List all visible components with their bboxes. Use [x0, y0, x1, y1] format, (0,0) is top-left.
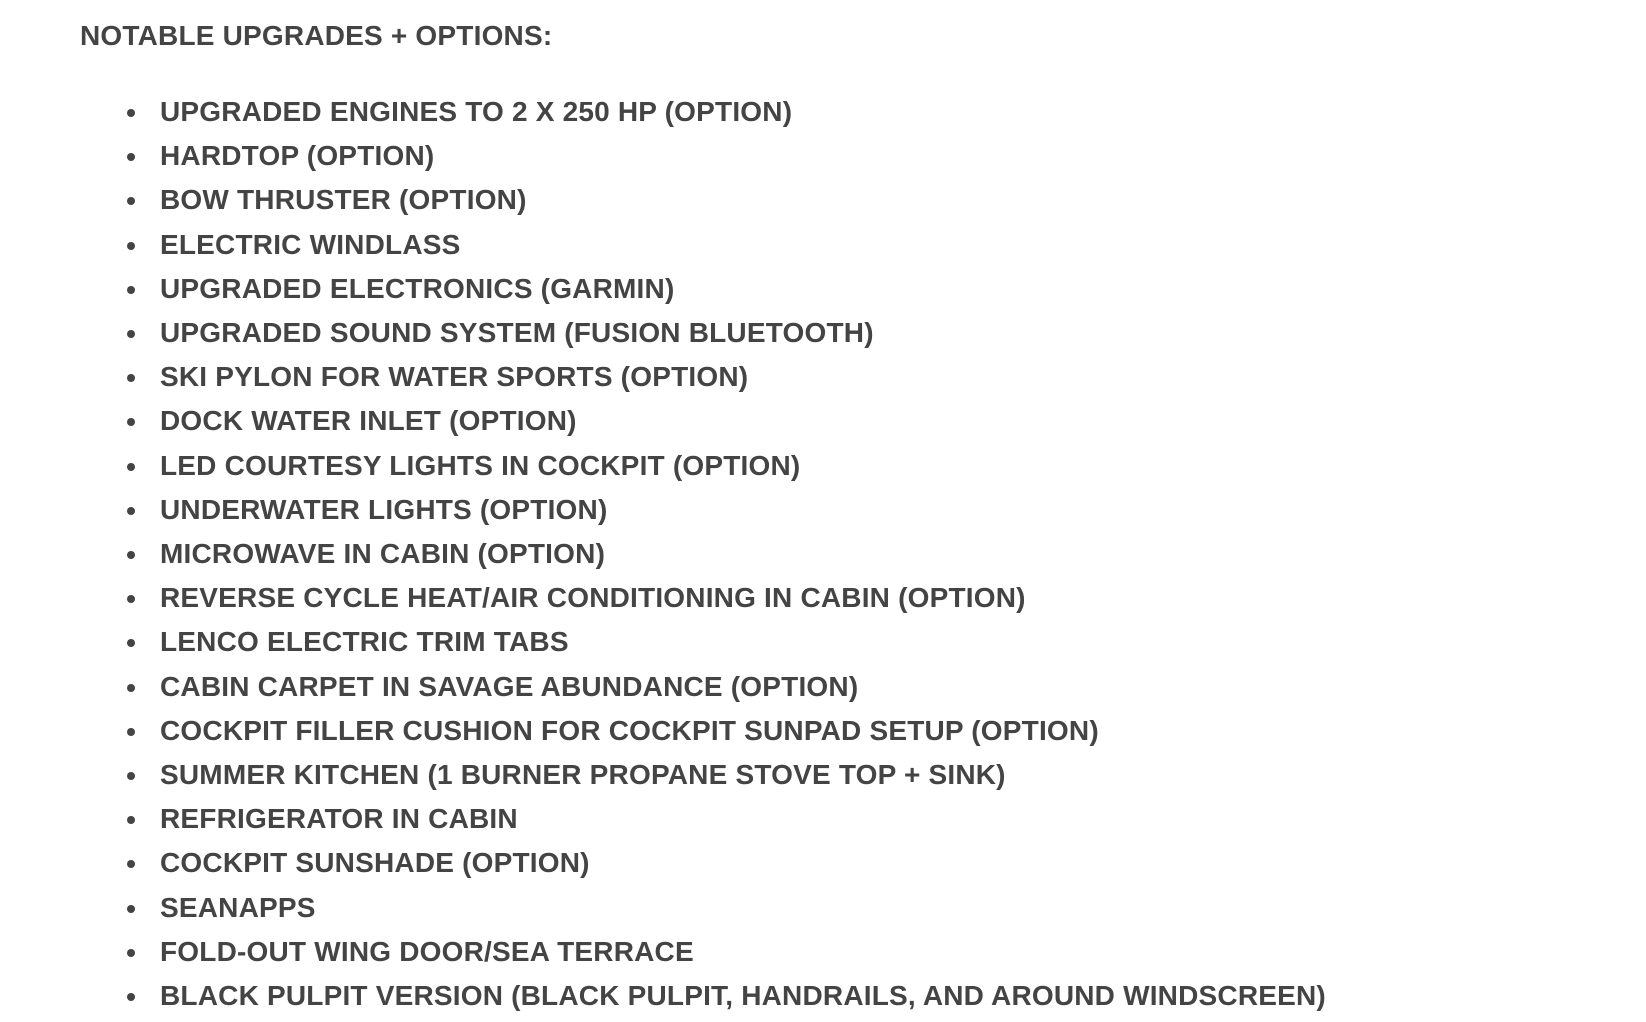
- list-item: [160, 930, 1620, 974]
- bullet-icon: [127, 374, 135, 382]
- list-item: [160, 886, 1620, 930]
- bullet-icon: [127, 507, 135, 515]
- bullet-icon: [127, 595, 135, 603]
- list-item: [160, 178, 1620, 222]
- bullet-icon: [127, 330, 135, 338]
- list-item-text: ELECTRIC WINDLASS: [160, 228, 461, 260]
- list-item-text: SUMMER KITCHEN (1 BURNER PROPANE STOVE TOP + SINK): [160, 759, 1006, 791]
- list-item-text: BOW THRUSTER (OPTION): [160, 184, 527, 216]
- list-item-text: REFRIGERATOR IN CABIN: [160, 803, 518, 835]
- list-item-text: COCKPIT FILLER CUSHION FOR COCKPIT SUNPAD SETUP (OPTION): [160, 714, 1099, 746]
- list-item: [160, 488, 1620, 532]
- list-item-text: BLACK PULPIT VERSION (BLACK PULPIT, HANDRAILS, AND AROUND WINDSCREEN): [160, 980, 1326, 1012]
- list-item: [160, 223, 1620, 267]
- bullet-icon: [127, 905, 135, 913]
- list-item: [160, 974, 1620, 1018]
- list-item-text: REVERSE CYCLE HEAT/AIR CONDITIONING IN CABIN (OPTION): [160, 582, 1026, 614]
- list-item: [160, 709, 1620, 753]
- list-item-text: LENCO ELECTRIC TRIM TABS: [160, 626, 569, 658]
- list-item-text: FOLD-OUT WING DOOR/SEA TERRACE: [160, 935, 694, 967]
- list-item-text: DOCK WATER INLET (OPTION): [160, 405, 577, 437]
- list-item: [160, 841, 1620, 885]
- bullet-icon: [127, 639, 135, 647]
- list-item-text: SKI PYLON FOR WATER SPORTS (OPTION): [160, 361, 749, 393]
- bullet-icon: [127, 463, 135, 471]
- bullet-icon: [127, 860, 135, 868]
- list-item-text: UPGRADED ENGINES TO 2 X 250 HP (OPTION): [160, 96, 793, 127]
- list-item: [160, 134, 1620, 178]
- list-item-text: HARDTOP (OPTION): [160, 140, 435, 172]
- list-item-text: LED COURTESY LIGHTS IN COCKPIT (OPTION): [160, 449, 801, 481]
- upgrades-list: [80, 90, 1620, 1018]
- content-area: [80, 18, 1620, 1018]
- bullet-icon: [127, 197, 135, 205]
- list-item-text: UPGRADED ELECTRONICS (GARMIN): [160, 272, 675, 304]
- list-item-text: COCKPIT SUNSHADE (OPTION): [160, 847, 590, 879]
- bullet-icon: [127, 242, 135, 250]
- list-item: [160, 90, 1620, 134]
- list-item: [160, 620, 1620, 664]
- list-item: [160, 576, 1620, 620]
- list-item: [160, 355, 1620, 399]
- section-heading: NOTABLE UPGRADES + OPTIONS:: [80, 20, 553, 51]
- bullet-icon: [127, 728, 135, 736]
- list-item: [160, 665, 1620, 709]
- bullet-icon: [127, 418, 135, 426]
- list-item: [160, 532, 1620, 576]
- list-item: [160, 311, 1620, 355]
- list-item: [160, 797, 1620, 841]
- bullet-icon: [127, 993, 135, 1001]
- bullet-icon: [127, 153, 135, 161]
- list-item: [160, 444, 1620, 488]
- list-item: [160, 753, 1620, 797]
- bullet-icon: [127, 109, 135, 117]
- bullet-icon: [127, 816, 135, 824]
- list-item-text: SEANAPPS: [160, 891, 316, 923]
- bullet-icon: [127, 772, 135, 780]
- bullet-icon: [127, 286, 135, 294]
- list-item-text: UNDERWATER LIGHTS (OPTION): [160, 493, 608, 525]
- list-item-text: MICROWAVE IN CABIN (OPTION): [160, 538, 606, 570]
- list-item-text: CABIN CARPET IN SAVAGE ABUNDANCE (OPTION): [160, 670, 859, 702]
- bullet-icon: [127, 684, 135, 692]
- bullet-icon: [127, 949, 135, 957]
- list-item: [160, 267, 1620, 311]
- list-item: [160, 399, 1620, 443]
- list-item-text: UPGRADED SOUND SYSTEM (FUSION BLUETOOTH): [160, 317, 874, 349]
- bullet-icon: [127, 551, 135, 559]
